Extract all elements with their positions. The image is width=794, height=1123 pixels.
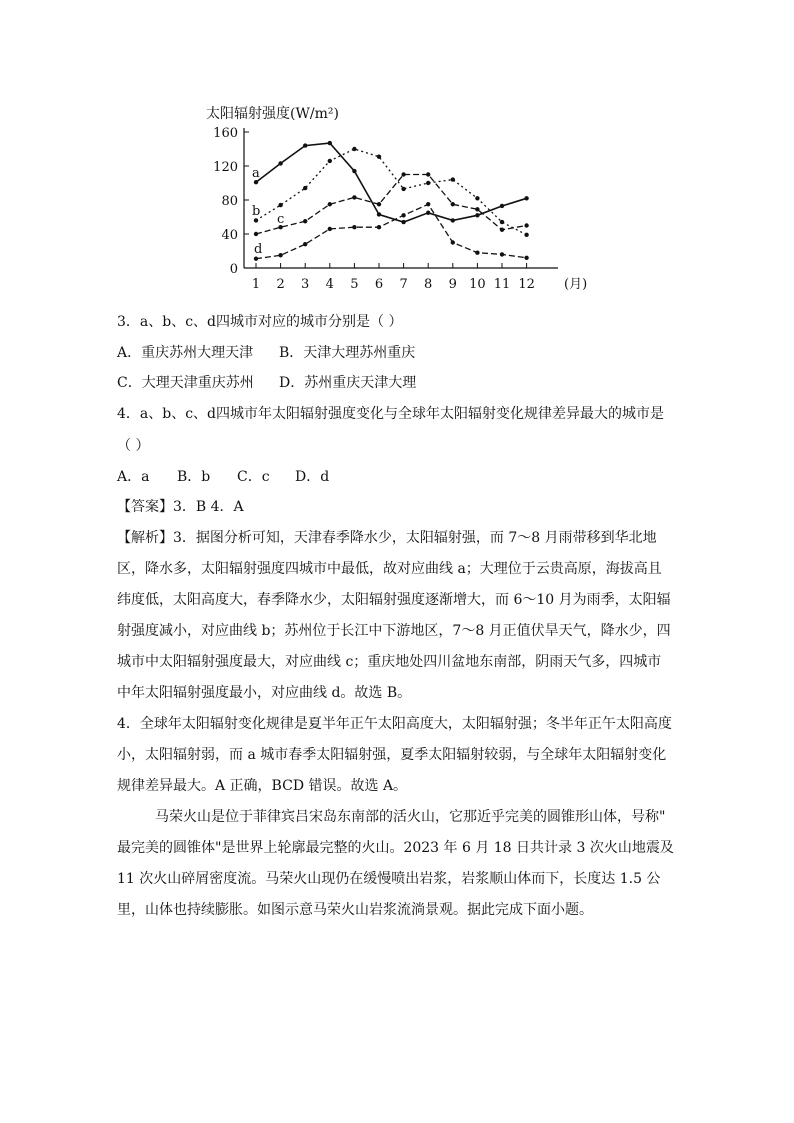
data-point-d [500,252,504,256]
data-point-b [328,159,332,163]
data-point-a [524,196,528,200]
data-point-d [328,227,332,231]
x-tick-label: 5 [350,277,359,292]
x-tick-label: 11 [493,277,511,292]
data-point-b [278,203,282,207]
q3-option-b[interactable]: B．天津大理苏州重庆 [279,345,416,361]
data-point-a [328,141,332,145]
x-tick-label: 2 [276,277,285,292]
data-point-c [524,223,528,227]
data-point-d [254,256,258,260]
data-point-b [352,147,356,151]
data-point-c [500,228,504,232]
data-point-d [401,213,405,217]
y-tick-label: 40 [221,228,238,243]
data-point-a [377,212,381,216]
q3-options-row2 [117,373,416,393]
data-point-a [475,213,479,217]
passage-line: 11 次火山碎屑密度流。马荣火山现仍在缓慢喷出岩浆，岩浆顺山体而下，长度达 1.5 公 [117,871,661,887]
analysis3-line: 纬度低，太阳高度大，春季降水少，太阳辐射强度逐渐增大，而 6～10 月为雨季，太阳辐 [117,592,671,608]
data-point-c [303,219,307,223]
q3-option-d[interactable]: D．苏州重庆天津大理 [279,375,417,391]
passage-line: 最完美的圆锥体"是世界上轮廓最完整的火山。2023 年 6 月 18 日共计录 3 次火山地震及 [117,840,674,856]
x-tick-label: 1 [251,277,261,292]
q4-stem: 4．a、b、c、d四城市年太阳辐射强度变化与全球年太阳辐射变化规律差异最大的城市是 [117,406,665,422]
x-axis-unit: (月) [564,277,588,292]
y-tick-label: 80 [221,194,238,209]
q4-paren: （ ） [117,438,150,454]
passage-line: 里，山体也持续膨胀。如图示意马荣火山岩浆流淌景观。据此完成下面小题。 [117,902,593,918]
data-point-a [451,218,455,222]
series-label-d: d [254,242,263,257]
data-point-b [500,220,504,224]
series-line-a [256,143,527,222]
x-tick-label: 12 [518,277,535,292]
y-tick-label: 160 [213,126,238,141]
x-tick-label: 9 [448,277,457,292]
data-point-d [451,240,455,244]
q3-option-a[interactable]: A．重庆苏州大理天津 [117,345,254,361]
analysis4-line: 规律差异最大。A 正确，BCD 错误。故选 A。 [117,778,408,794]
x-tick-label: 10 [469,277,486,292]
y-tick-label: 0 [229,262,238,277]
data-point-c [352,195,356,199]
series-label-a: a [252,166,260,181]
data-point-b [524,233,528,237]
x-tick-label: 7 [399,277,408,292]
data-point-c [451,202,455,206]
data-point-d [426,202,430,206]
data-point-d [377,225,381,229]
data-point-b [451,177,455,181]
data-point-d [524,256,528,260]
data-point-a [303,143,307,147]
data-point-c [475,207,479,211]
data-point-a [426,211,430,215]
q4-option-a[interactable]: A．a [117,469,150,485]
analysis3-line: 中年太阳辐射强度最小，对应曲线 d。故选 B。 [117,685,412,701]
data-point-c [377,202,381,206]
analysis3-line: 区，降水多，太阳辐射强度四城市中最低，故对应曲线 a；大理位于云贵高原，海拔高且 [117,561,662,577]
q4-option-d[interactable]: D．d [295,469,330,485]
x-tick-label: 3 [301,277,310,292]
data-point-c [401,172,405,176]
data-point-b [303,186,307,190]
data-point-d [303,242,307,246]
q4-option-c[interactable]: C．c [237,469,270,485]
analysis4-line: 小，太阳辐射弱，而 a 城市春季太阳辐射强，夏季太阳辐射较弱，与全球年太阳辐射变化 [117,747,667,763]
answer-line: 【答案】3．B 4．A [117,499,244,515]
analysis3-line: 【解析】3．据图分析可知，天津春季降水少，太阳辐射强，而 7～8 月雨带移到华北地 [117,530,657,546]
data-point-c [426,172,430,176]
data-point-a [278,161,282,165]
data-point-a [401,220,405,224]
solar-radiation-chart [200,98,600,298]
data-point-b [475,196,479,200]
analysis4-line: 4．全球年太阳辐射变化规律是夏半年正午太阳高度大，太阳辐射强；冬半年正午太阳高度 [117,716,672,732]
data-point-b [401,187,405,191]
q3-options-row1 [117,343,415,363]
analysis3-line: 射强度减小，对应曲线 b；苏州位于长江中下游地区，7～8 月正值伏旱天气，降水少，四 [117,623,671,639]
data-point-c [254,232,258,236]
x-tick-label: 4 [325,277,334,292]
passage-line: 马荣火山是位于菲律宾吕宋岛东南部的活火山，它那近乎完美的圆锥形山体，号称" [155,809,666,825]
y-tick-label: 120 [213,160,238,175]
x-tick-label: 6 [374,277,384,292]
q4-options-row [117,467,329,487]
analysis3-line: 城市中太阳辐射强度最大，对应曲线 c；重庆地处四川盆地东南部，阴雨天气多，四城市 [117,654,662,670]
data-point-b [426,181,430,185]
x-tick-label: 8 [424,277,433,292]
series-line-c [256,175,527,235]
data-point-a [500,204,504,208]
series-line-b [256,149,527,235]
data-point-c [328,202,332,206]
q3-stem: 3．a、b、c、d四城市对应的城市分别是（ ） [117,314,403,330]
series-label-b: b [252,204,261,219]
data-point-d [352,225,356,229]
data-point-d [475,251,479,255]
data-point-b [377,154,381,158]
data-point-d [278,253,282,257]
q3-option-c[interactable]: C．大理天津重庆苏州 [117,375,254,391]
q4-option-b[interactable]: B．b [177,469,211,485]
y-axis-label: 太阳辐射强度(W/m²) [206,106,339,122]
data-point-a [352,169,356,173]
series-label-c: c [277,212,285,227]
